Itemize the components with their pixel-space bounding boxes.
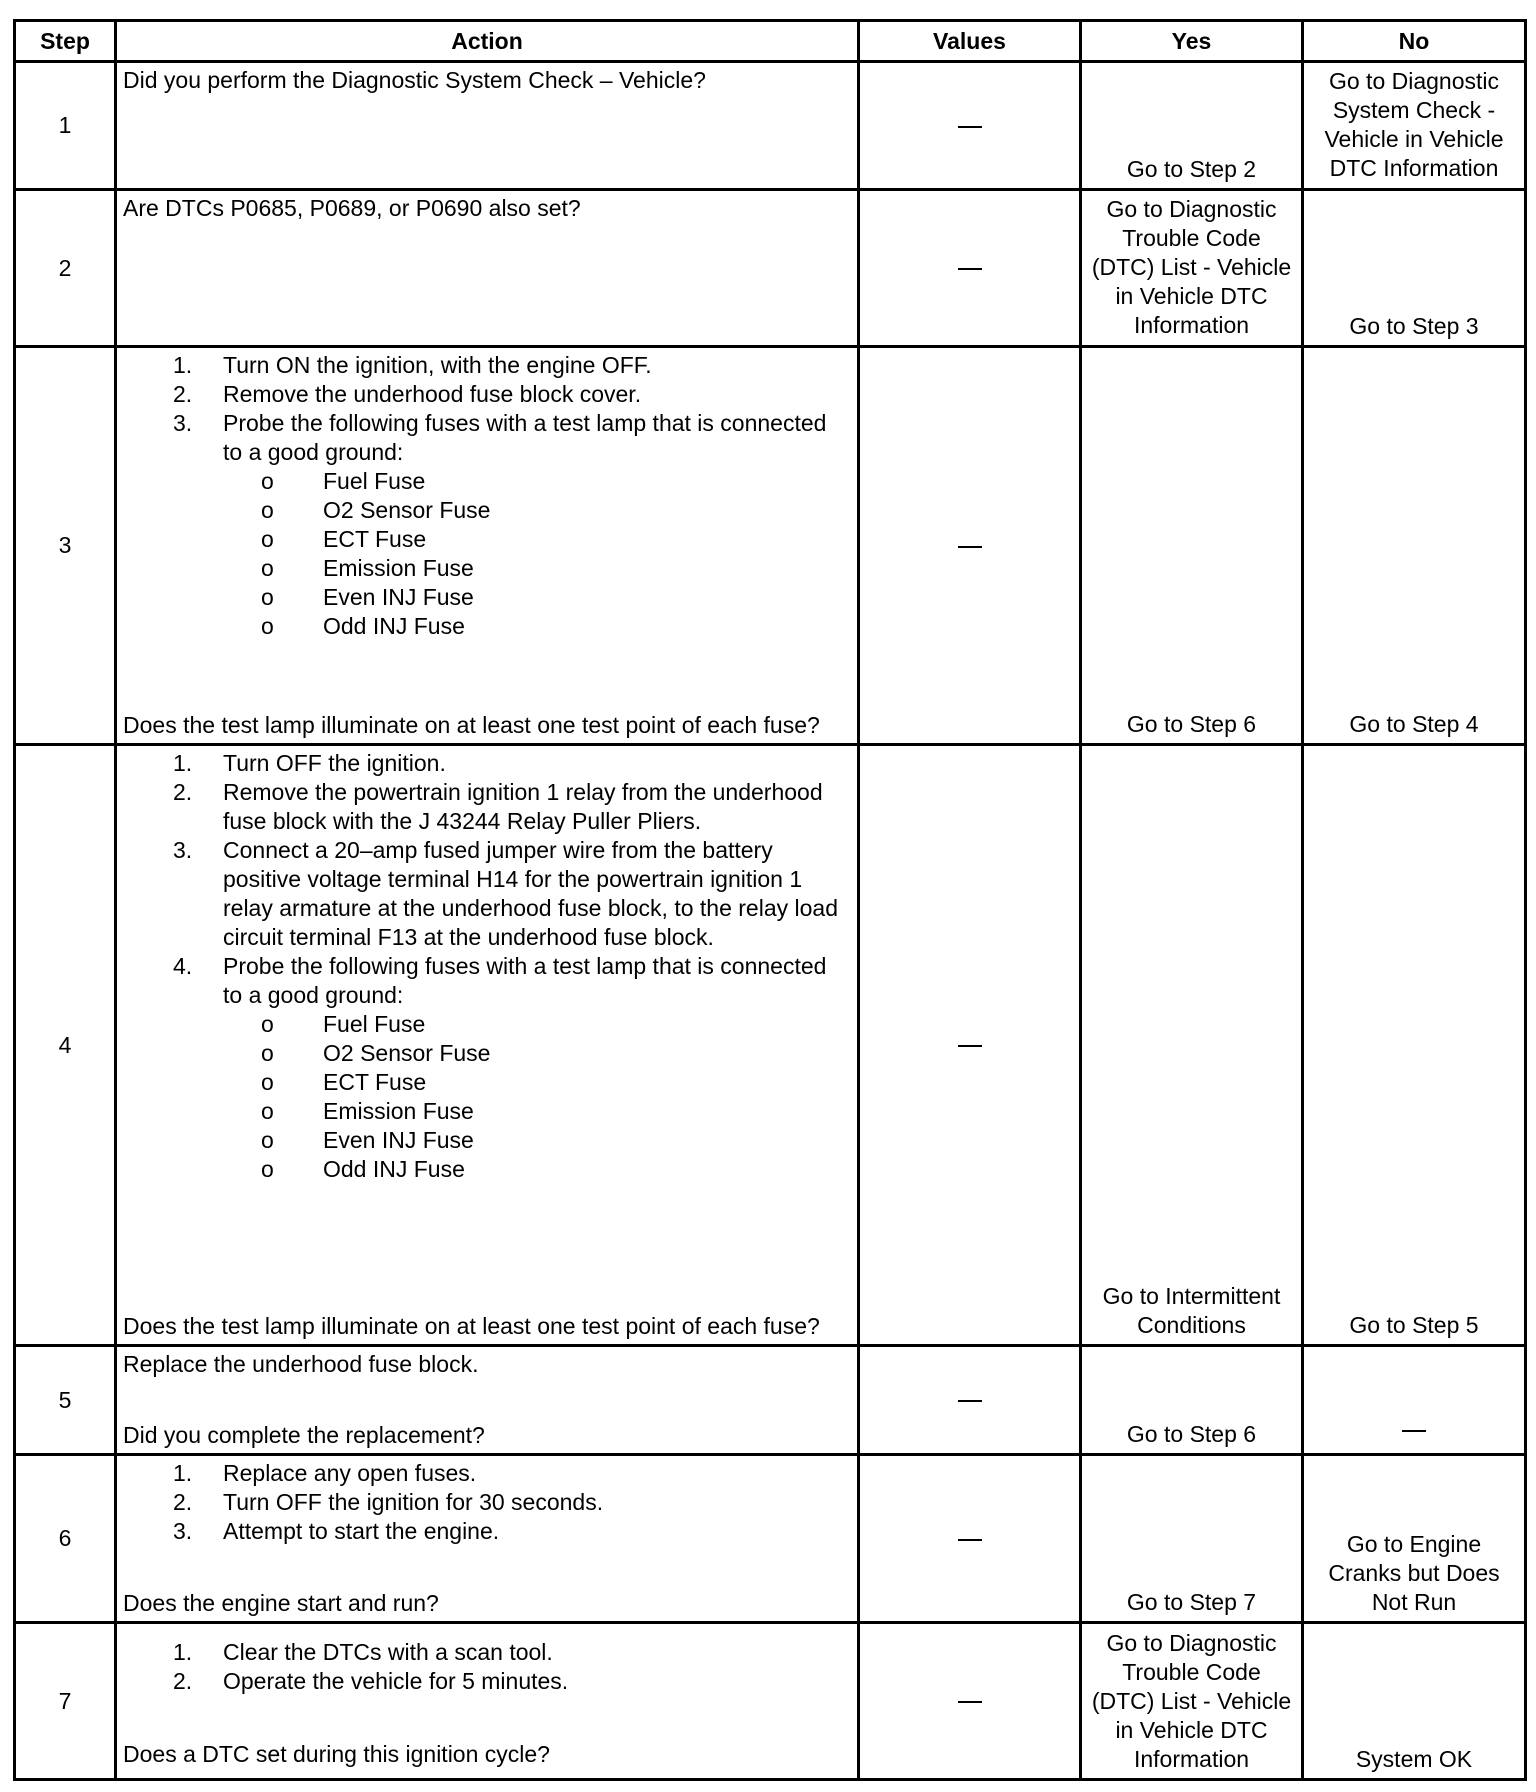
table-row (15, 1455, 1526, 1623)
list-item: 4. Probe the following fuses with a test lamp that is connected to a good ground: o Fuel Fuse o O2 Sensor Fuse o ECT Fuse o Emission Fuse o Even INJ Fuse o Odd INJ Fuse (123, 952, 851, 1184)
step-number: 5 (15, 1346, 116, 1455)
table-row (15, 1346, 1526, 1455)
dash-mark (958, 268, 982, 270)
yes-cell: Go to Step 6 (1081, 347, 1303, 745)
dash-mark (1402, 1430, 1426, 1432)
header-no: No (1303, 21, 1526, 62)
step-number: 6 (15, 1455, 116, 1623)
action-question: Does the test lamp illuminate on at least one test point of each fuse? (123, 1313, 820, 1339)
fuse-item: o Emission Fuse (261, 1098, 474, 1124)
action-cell (116, 1455, 859, 1623)
yes-cell: Go to Diagnostic Trouble Code (DTC) List - Vehicle in Vehicle DTC Information (1081, 190, 1303, 347)
list-item: 1. Turn OFF the ignition. (173, 750, 446, 776)
action-question: Does the engine start and run? (123, 1590, 439, 1616)
list-item: 3. Probe the following fuses with a test lamp that is connected to a good ground: o Fuel Fuse o O2 Sensor Fuse o ECT Fuse o Emission Fuse o Even INJ Fuse o Odd INJ Fuse (123, 409, 851, 641)
table-row (15, 745, 1526, 1346)
values-cell (859, 62, 1081, 190)
table-row (15, 347, 1526, 745)
no-cell: Go to Step 4 (1303, 347, 1526, 745)
step-number: 3 (15, 347, 116, 745)
action-question: Does the test lamp illuminate on at least one test point of each fuse? (123, 712, 820, 738)
step-number: 4 (15, 745, 116, 1346)
list-item: 2. Remove the underhood fuse block cover. (173, 381, 642, 407)
fuse-item: o O2 Sensor Fuse (261, 1040, 491, 1066)
action-cell (116, 62, 859, 190)
action-steps (123, 351, 851, 641)
no-cell: System OK (1303, 1623, 1526, 1780)
action-text: Did you perform the Diagnostic System Check – Vehicle? (123, 67, 706, 93)
no-cell: Go to Engine Cranks but Does Not Run (1303, 1455, 1526, 1623)
action-text: Are DTCs P0685, P0689, or P0690 also set? (123, 195, 581, 221)
values-cell (859, 745, 1081, 1346)
action-cell (116, 1623, 859, 1780)
values-cell (859, 1623, 1081, 1780)
yes-cell: Go to Step 6 (1081, 1346, 1303, 1455)
header-step: Step (15, 21, 116, 62)
step-number: 7 (15, 1623, 116, 1780)
action-cell (116, 1346, 859, 1455)
header-action: Action (116, 21, 859, 62)
action-steps (123, 1459, 851, 1546)
fuse-item: o ECT Fuse (261, 526, 427, 552)
fuse-item: o Even INJ Fuse (261, 1127, 474, 1153)
yes-cell: Go to Diagnostic Trouble Code (DTC) List - Vehicle in Vehicle DTC Information (1081, 1623, 1303, 1780)
values-cell (859, 347, 1081, 745)
action-cell (116, 190, 859, 347)
fuse-item: o Odd INJ Fuse (261, 613, 465, 639)
fuse-item: o Odd INJ Fuse (261, 1156, 465, 1182)
fuse-list (223, 1010, 851, 1184)
fuse-item: o Emission Fuse (261, 555, 474, 581)
dash-mark (958, 126, 982, 128)
list-item: 2. Turn OFF the ignition for 30 seconds. (173, 1489, 604, 1515)
list-item: 2. Remove the powertrain ignition 1 relay from the underhood fuse block with the J 43244 Relay Puller Pliers. (173, 779, 823, 834)
no-cell (1303, 1346, 1526, 1455)
dash-mark (958, 1701, 982, 1703)
no-cell: Go to Step 5 (1303, 745, 1526, 1346)
fuse-item: o Fuel Fuse (261, 468, 426, 494)
yes-cell: Go to Step 2 (1081, 62, 1303, 190)
header-values: Values (859, 21, 1081, 62)
table-row (15, 1623, 1526, 1780)
dash-mark (958, 546, 982, 548)
values-cell (859, 1346, 1081, 1455)
header-row (15, 21, 1526, 62)
list-item: 3. Attempt to start the engine. (173, 1518, 500, 1544)
dash-mark (958, 1400, 982, 1402)
values-cell (859, 190, 1081, 347)
dash-mark (958, 1045, 982, 1047)
action-steps (123, 749, 851, 1184)
yes-cell: Go to Step 7 (1081, 1455, 1303, 1623)
fuse-item: o O2 Sensor Fuse (261, 497, 491, 523)
list-item: 3. Connect a 20–amp fused jumper wire from the battery positive voltage terminal H14 for the powertrain ignition 1 relay armature at the underhood fuse block, to the relay load circuit terminal F13 at the underhood fuse block. (173, 837, 838, 950)
step-number: 2 (15, 190, 116, 347)
yes-cell: Go to Intermittent Conditions (1081, 745, 1303, 1346)
no-cell: Go to Diagnostic System Check - Vehicle in Vehicle DTC Information (1303, 62, 1526, 190)
action-text: Replace the underhood fuse block. (123, 1351, 479, 1377)
values-cell (859, 1455, 1081, 1623)
table-row (15, 62, 1526, 190)
list-item: 1. Turn ON the ignition, with the engine OFF. (173, 352, 652, 378)
action-question: Did you complete the replacement? (123, 1422, 485, 1448)
step-number: 1 (15, 62, 116, 190)
action-steps (123, 1638, 851, 1696)
dash-mark (958, 1539, 982, 1541)
action-cell (116, 745, 859, 1346)
no-cell: Go to Step 3 (1303, 190, 1526, 347)
list-item: 1. Replace any open fuses. (173, 1460, 477, 1486)
fuse-item: o ECT Fuse (261, 1069, 427, 1095)
list-item: 1. Clear the DTCs with a scan tool. (173, 1639, 553, 1665)
diagnostic-table (13, 19, 1527, 1781)
action-question: Does a DTC set during this ignition cycle? (123, 1741, 550, 1767)
header-yes: Yes (1081, 21, 1303, 62)
fuse-item: o Fuel Fuse (261, 1011, 426, 1037)
fuse-item: o Even INJ Fuse (261, 584, 474, 610)
list-item: 2. Operate the vehicle for 5 minutes. (173, 1668, 569, 1694)
fuse-list (223, 467, 851, 641)
table-row (15, 190, 1526, 347)
action-cell (116, 347, 859, 745)
